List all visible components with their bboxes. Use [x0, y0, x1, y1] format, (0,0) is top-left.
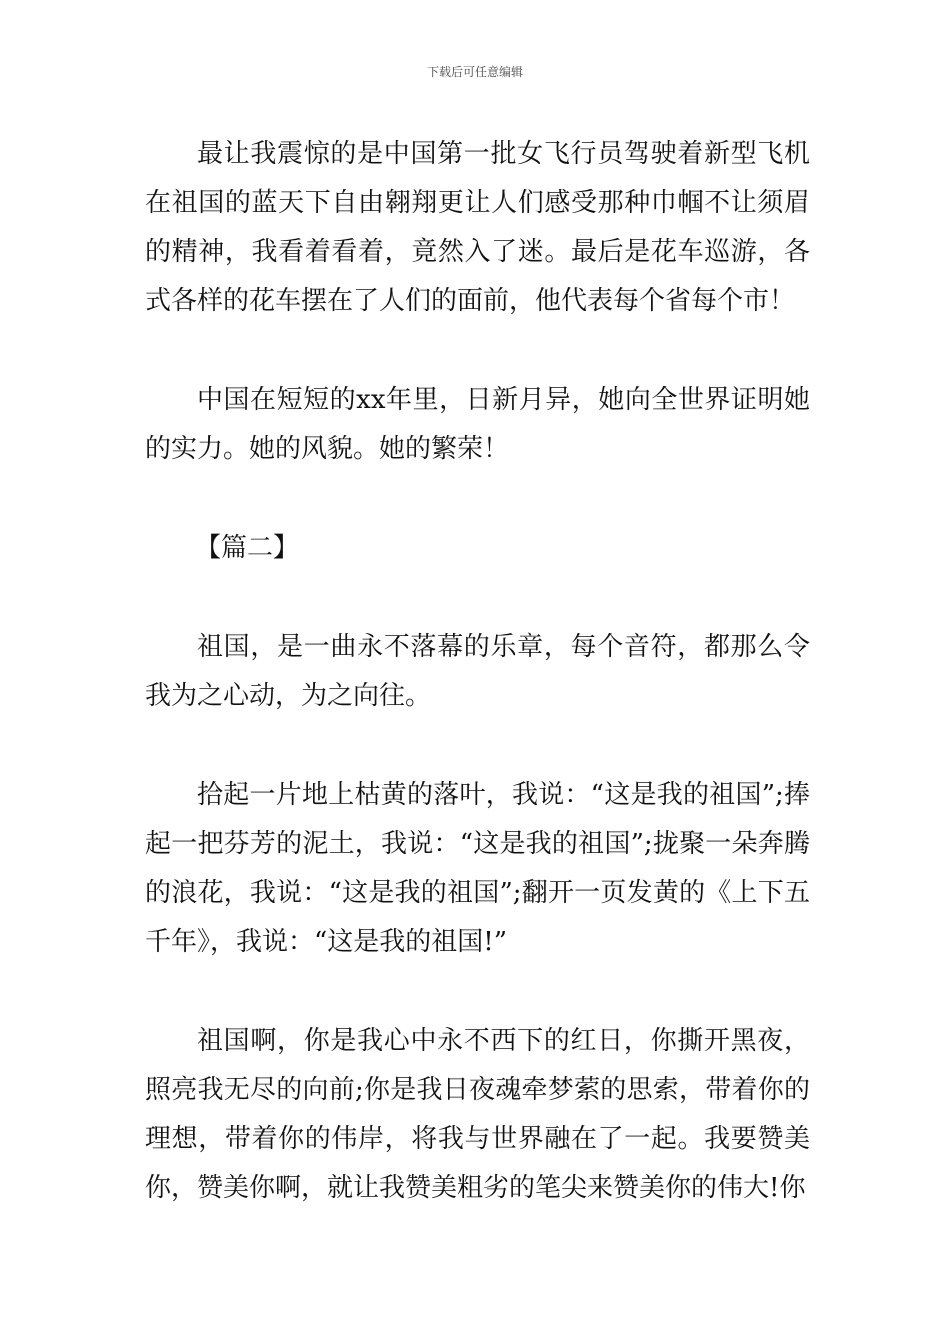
- paragraph-1: 最让我震惊的是中国第一批女飞行员驾驶着新型飞机在祖国的蓝天下自由翱翔更让人们感受那种巾帼不让须眉的精神，我看着看着，竟然入了迷。最后是花车巡游，各式各样的花车摆在了人们的面前，他代表每个省每个市！: [145, 139, 810, 316]
- section-title: 【篇二】: [195, 533, 300, 563]
- paragraph-5: 祖国啊，你是我心中永不西下的红日，你撕开黑夜，照亮我无尽的向前;你是我日夜魂牵梦萦的思索，带着你的理想，带着你的伟岸，将我与世界融在了一起。我要赞美你，赞美你啊，就让我赞美粗劣的笔尖来赞美你的伟大!你: [145, 1026, 810, 1203]
- paragraph-2: 中国在短短的xx年里，日新月异，她向全世界证明她的实力。她的风貌。她的繁荣！: [145, 385, 810, 464]
- paragraph-3: 祖国，是一曲永不落幕的乐章，每个音符，都那么令我为之心动，为之向往。: [145, 632, 810, 711]
- page-header: 下载后可任意编辑: [426, 65, 523, 79]
- document-body: [145, 130, 810, 1213]
- paragraph-spacer: [145, 967, 810, 1017]
- paragraph-spacer: [145, 326, 810, 376]
- paragraph-4: 拾起一片地上枯黄的落叶，我说：“这是我的祖国”;捧起一把芬芳的泥土，我说：“这是我的祖国”;拢聚一朵奔腾的浪花，我说：“这是我的祖国”;翻开一页发黄的《上下五千年》，我说：“这是我的祖国!”: [145, 780, 810, 957]
- paragraph-spacer: [145, 474, 810, 524]
- paragraph-spacer: [145, 573, 810, 623]
- paragraph-spacer: [145, 721, 810, 771]
